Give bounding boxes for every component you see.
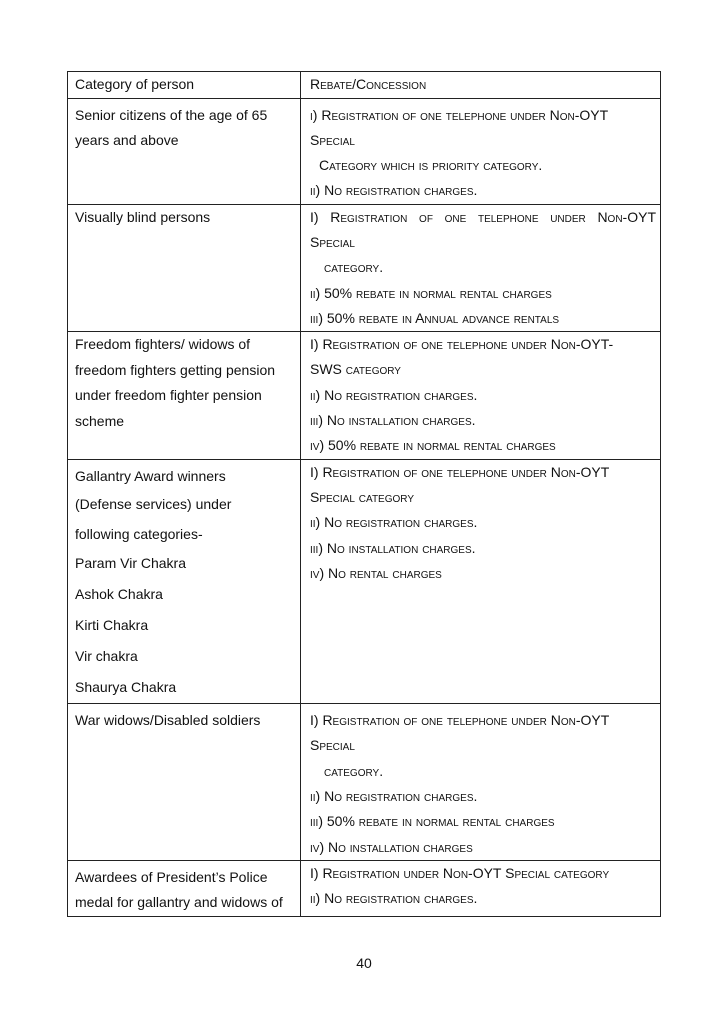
category-line: following categories-	[75, 526, 203, 543]
rebate-cell	[301, 332, 661, 459]
category-line: Shaurya Chakra	[75, 679, 177, 696]
rebate-line: category.	[324, 259, 384, 276]
rebate-line: SWS category	[310, 361, 401, 378]
rebate-cell	[301, 459, 661, 704]
rebate-cell	[301, 98, 661, 204]
rebate-line: I) Registration of one telephone under Non-OYT	[310, 208, 656, 225]
rebate-cell	[301, 860, 661, 916]
category-line: Vir chakra	[75, 648, 138, 665]
category-line: medal for gallantry and widows of	[75, 894, 283, 911]
rebate-line: iii) 50% rebate in normal rental charges	[310, 813, 555, 830]
rebate-line: ii) No registration charges.	[310, 514, 478, 531]
rebate-table	[67, 71, 661, 917]
rebate-line: I) Registration under Non-OYT Special category	[310, 864, 610, 881]
table-row	[68, 860, 661, 916]
header-category-cell	[68, 72, 301, 99]
header-rebate-cell	[301, 72, 661, 99]
category-line: Freedom fighters/ widows of	[75, 336, 251, 353]
rebate-line: ii) No registration charges.	[310, 182, 478, 199]
category-cell	[68, 204, 301, 331]
rebate-line: ii) No registration charges.	[310, 788, 478, 805]
category-cell	[68, 704, 301, 861]
rebate-line: Category which is priority category.	[319, 157, 543, 174]
category-line: under freedom fighter pension	[75, 387, 262, 404]
category-line: scheme	[75, 412, 125, 429]
rebate-line: Special	[310, 737, 355, 754]
rebate-line: iii) 50% rebate in Annual advance rentals	[310, 309, 560, 326]
category-line: (Defense services) under	[75, 496, 232, 513]
rebate-line: Special category	[310, 488, 414, 505]
category-line: freedom fighters getting pension	[75, 361, 276, 378]
header-category: Category of person	[75, 76, 195, 92]
rebate-line: Special	[310, 233, 355, 250]
rebate-line: I) Registration of one telephone under Non-OYT	[310, 463, 610, 480]
table-row	[68, 98, 661, 204]
category-cell	[68, 332, 301, 459]
header-rebate: Rebate/Concession	[310, 76, 427, 92]
rebate-line: ii) No registration charges.	[310, 890, 478, 907]
rebate-line: iii) No installation charges.	[310, 412, 476, 429]
page-number: 40	[356, 955, 372, 971]
rebate-line: iv) No rental charges	[310, 564, 442, 581]
category-line: Kirti Chakra	[75, 617, 149, 634]
rebate-line: I) Registration of one telephone under Non-OYT	[310, 712, 610, 729]
category-cell	[68, 98, 301, 204]
rebate-line: Special	[310, 131, 355, 148]
rebate-line: iv) No installation charges	[310, 838, 473, 855]
category-cell	[68, 459, 301, 704]
rebate-line: iv) 50% rebate in normal rental charges	[310, 437, 556, 454]
rebate-line: category.	[324, 762, 384, 779]
category-cell	[68, 860, 301, 916]
rebate-line: I) Registration of one telephone under Non-OYT-	[310, 336, 614, 353]
rebate-line: i) Registration of one telephone under Non-OYT	[310, 106, 609, 123]
rebate-line: ii) 50% rebate in normal rental charges	[310, 284, 552, 301]
table-row	[68, 204, 661, 331]
table-row	[68, 459, 661, 704]
rebate-cell	[301, 204, 661, 331]
category-line: years and above	[75, 132, 179, 148]
header-row	[68, 72, 661, 99]
category-line: Senior citizens of the age of 65	[75, 106, 268, 123]
category-line: Ashok Chakra	[75, 586, 163, 603]
rebate-line: ii) No registration charges.	[310, 386, 478, 403]
category-line: Awardees of President’s Police	[75, 868, 268, 885]
table-row	[68, 332, 661, 459]
rebate-cell	[301, 704, 661, 861]
category-line: Visually blind persons	[75, 208, 211, 225]
category-line: Gallantry Award winners	[75, 467, 226, 484]
category-line: Param Vir Chakra	[75, 555, 187, 572]
category-line: War widows/Disabled soldiers	[75, 712, 261, 729]
rebate-line: iii) No installation charges.	[310, 539, 476, 556]
table-row	[68, 704, 661, 861]
